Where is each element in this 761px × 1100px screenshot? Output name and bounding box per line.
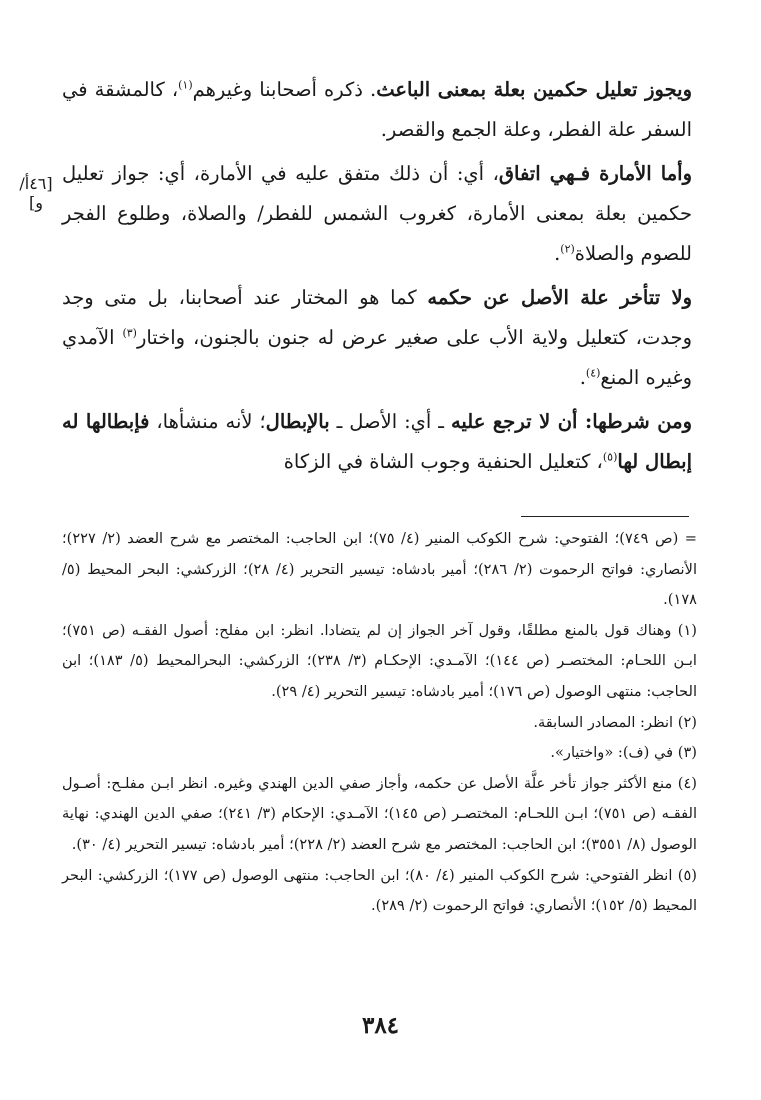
matn-text: بالإبطال bbox=[265, 410, 330, 433]
body-paragraph bbox=[62, 402, 692, 482]
body-paragraph bbox=[62, 70, 692, 150]
footnote-marker: (١) bbox=[178, 78, 193, 92]
main-text bbox=[62, 70, 692, 482]
footnote: (٤) منع الأكثر جواز تأخر علَّة الأصل عن حكمه، وأجاز صفي الدين الهندي وغيره. انظر ابـن مفلـح: أصـول الفقـه (ص ٧٥١)؛ ابـن اللحـام: المختصـر (ص ١٤٥)؛ الآمـدي: الإحكام (٣/ ٢٤١)؛ صفي الدين الهندي: نهاية الوصول (٨/ ٣٥٥١)؛ ابن الحاجب: المختصر مع شرح العضد (٢/ ٢٢٨)؛ أمير بادشاه: تيسير التحرير (٤/ ٣٠). bbox=[62, 774, 698, 853]
matn-text: وأما الأمارة فـهي اتفاق bbox=[498, 162, 693, 185]
commentary-text: ، كالمشقة في السفر علة الفطر، وعلة الجمع والقصر. bbox=[62, 78, 692, 141]
commentary-text: ؛ لأنه منشأها، bbox=[149, 410, 266, 433]
footnote: = (ص ٧٤٩)؛ الفتوحي: شرح الكوكب المنير (٤/ ٧٥)؛ ابن الحاجب: المختصر مع شرح العضد (٢/ ٢٢٧)؛ الأنصاري: فواتح الرحموت (٢/ ٢٨٦)؛ أمير بادشاه: تيسير التحرير (٤/ ٢٨)؛ الزركشي: البحر المحيط (٥/ ١٧٨). bbox=[62, 530, 697, 609]
commentary-text: . ذكره أصحابنا وغيرهم bbox=[192, 78, 377, 101]
footnote-marker: (٥) bbox=[602, 450, 618, 464]
footnote: (٣) في (ف): «واختيار». bbox=[550, 744, 697, 762]
margin-folio-reference: [٤٦أ/ و] bbox=[19, 174, 53, 212]
body-paragraph bbox=[62, 278, 692, 398]
footnote-marker: (٣) bbox=[122, 326, 137, 340]
matn-text: ويجوز تعليل حكمين بعلة بمعنى الباعث bbox=[376, 78, 693, 101]
footnote: (٢) انظر: المصادر السابقة. bbox=[533, 713, 697, 731]
commentary-text: . bbox=[554, 242, 561, 265]
footnote: (١) وهناك قول بالمنع مطلقًا، وقول آخر الجواز إن لم يتضادا. انظر: ابن مفلح: أصول الفقـه (ص ٧٥١)؛ ابـن اللحـام: المختصـر (ص ١٤٤)؛ الآمـدي: الإحكـام (٣/ ٢٣٨)؛ الزركشي: البحرالمحيط (٥/ ١٨٣)؛ ابن الحاجب: منتهى الوصول (ص ١٧٦)؛ أمير بادشاه: تيسير التحرير (٤/ ٢٩). bbox=[62, 621, 697, 700]
matn-text: فإبطالها له إبطال لها bbox=[62, 410, 692, 473]
footnote: (٥) انظر الفتوحي: شرح الكوكب المنير (٤/ ٨٠)؛ ابن الحاجب: منتهى الوصول (ص ١٧٧)؛ الزركشي: البحر المحيط (٥/ ١٥٢)؛ الأنصاري: فواتح الرحموت (٢/ ٢٨٩). bbox=[62, 866, 697, 915]
page-number: ٣٨٤ bbox=[361, 1012, 400, 1039]
commentary-text: ، أي: أن ذلك متفق عليه في الأمارة، أي: جواز تعليل حكمين بعلة بمعنى الأمارة، كغروب الشمس للفطر/ والصلاة، وطلوع الفجر للصوم والصلاة bbox=[62, 162, 692, 265]
commentary-text: الآمدي وغيره المنع bbox=[62, 326, 692, 389]
footnote-marker: (٤) bbox=[585, 366, 601, 380]
footnotes bbox=[62, 524, 697, 922]
commentary-text: ـ أي: الأصل ـ bbox=[329, 410, 451, 433]
commentary-text: كما هو المختار عند أصحابنا، بل متى وجد وجدت، كتعليل ولاية الأب على صغير عرض له جنون بالجنون، واختار bbox=[62, 286, 693, 349]
matn-text: ومن شرطها: أن لا ترجع عليه bbox=[450, 410, 692, 433]
commentary-text: ، كتعليل الحنفية وجوب الشاة في الزكاة bbox=[283, 450, 603, 473]
footnote-separator bbox=[521, 516, 689, 517]
body-paragraph bbox=[62, 154, 692, 274]
commentary-text: . bbox=[579, 366, 586, 389]
footnote-marker: (٢) bbox=[560, 242, 575, 256]
matn-text: ولا تتأخر علة الأصل عن حكمه bbox=[427, 286, 692, 309]
